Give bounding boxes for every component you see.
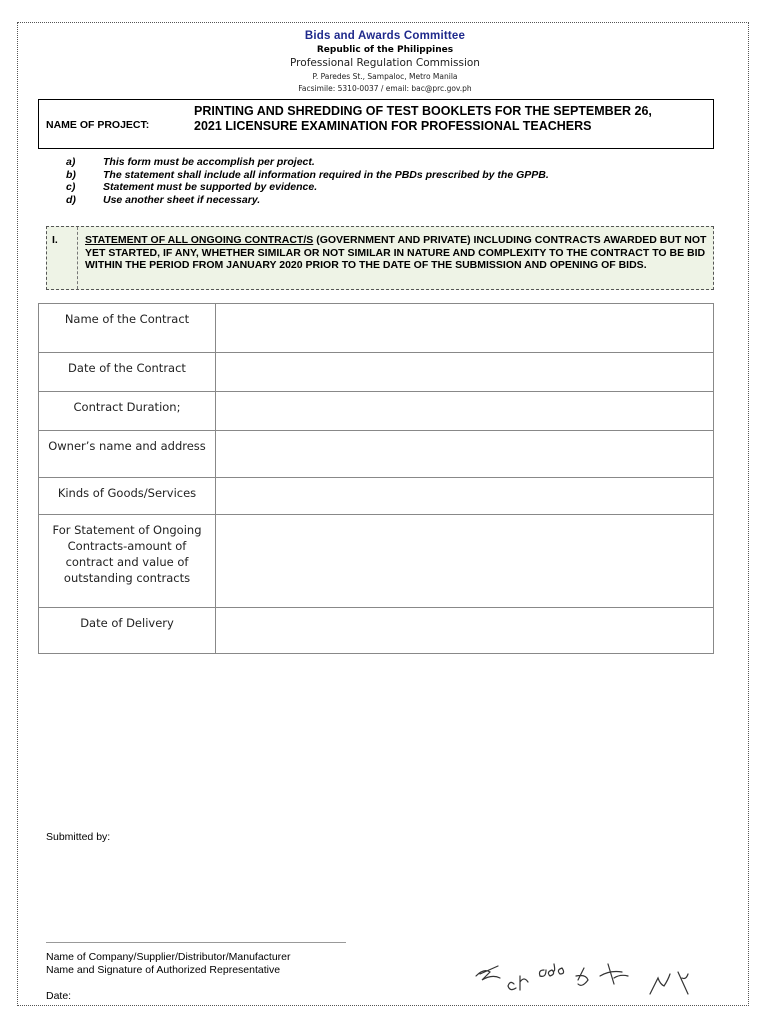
instruction-text: Use another sheet if necessary. xyxy=(103,193,261,206)
row-label xyxy=(39,353,216,392)
agency-contact: Facsimile: 5310-0037 / email: bac@prc.gov.ph xyxy=(298,84,472,93)
table-row xyxy=(39,392,714,431)
ongoing-contracts-amount-field[interactable] xyxy=(216,515,714,608)
table-row xyxy=(39,431,714,478)
table-row xyxy=(39,304,714,353)
project-label: NAME OF PROJECT: xyxy=(46,119,150,131)
project-box xyxy=(38,99,714,149)
instruction-letter: b) xyxy=(66,168,76,181)
instruction-item xyxy=(66,156,549,169)
contract-name-field[interactable] xyxy=(216,304,714,353)
row-label-text: Kinds of Goods/Services xyxy=(57,486,197,500)
instruction-text: This form must be accomplish per project. xyxy=(103,156,315,168)
instruction-letter: d) xyxy=(66,193,76,206)
row-label xyxy=(39,608,216,654)
project-title: PRINTING AND SHREDDING OF TEST BOOKLETS FOR THE SEPTEMBER 26, 2021 LICENSURE EXAMINATION FOR PROFESSIONAL TEACHERS xyxy=(194,104,652,133)
committee-title: Bids and Awards Committee xyxy=(304,30,466,42)
kinds-of-goods-field[interactable] xyxy=(216,478,714,515)
agency-address: P. Paredes St., Sampaloc, Metro Manila xyxy=(312,72,458,81)
contract-table xyxy=(38,303,714,654)
instruction-item xyxy=(66,169,549,182)
section-number: I. xyxy=(52,234,58,246)
signature-line[interactable] xyxy=(46,942,346,943)
agency-name: Professional Regulation Commission xyxy=(290,57,480,69)
instruction-letter: a) xyxy=(66,156,76,168)
row-label-text: Date of the Contract xyxy=(68,361,186,375)
table-row xyxy=(39,478,714,515)
submitted-by-label: Submitted by: xyxy=(46,831,111,843)
statement-text xyxy=(85,234,707,272)
row-label xyxy=(39,431,216,478)
company-name-label: Name of Company/Supplier/Distributor/Manufacturer xyxy=(46,951,291,963)
owner-name-address-field[interactable] xyxy=(216,431,714,478)
table-row xyxy=(39,608,714,654)
representative-label: Name and Signature of Authorized Representative xyxy=(46,964,281,976)
section-divider xyxy=(77,227,78,289)
instruction-item xyxy=(66,194,549,207)
row-label-text: Owner’s name and address xyxy=(48,439,206,453)
row-label xyxy=(39,392,216,431)
letterhead xyxy=(0,30,770,93)
row-label-text: Date of Delivery xyxy=(80,616,174,630)
instruction-item xyxy=(66,181,549,194)
row-label-text: Name of the Contract xyxy=(64,312,190,326)
instruction-letter: c) xyxy=(66,181,76,193)
row-label xyxy=(39,515,216,608)
contract-duration-field[interactable] xyxy=(216,392,714,431)
instruction-text: The statement shall include all information required in the PBDs prescribed by the GPPB. xyxy=(103,168,549,181)
date-label: Date: xyxy=(46,990,72,1002)
date-of-delivery-field[interactable] xyxy=(216,608,714,654)
statement-section xyxy=(46,226,714,290)
row-label-text: Contract Duration; xyxy=(73,400,181,414)
table-row xyxy=(39,353,714,392)
statement-body: (GOVERNMENT AND PRIVATE) INCLUDING CONTRACTS AWARDED BUT NOT YET STARTED, IF ANY, WHETHER SIMILAR OR NOT SIMILAR IN NATURE AND COMPLEXITY TO THE CONTRACT TO BE BID WITHIN THE PERIOD FROM JANUARY 2020 PRIOR TO THE DATE OF THE SUBMISSION AND OPENING OF BIDS. xyxy=(85,234,707,271)
instruction-text: Statement must be supported by evidence. xyxy=(103,181,318,193)
row-label-text: For Statement of Ongoing Contracts-amount of contract and value of outstanding contracts xyxy=(52,523,202,585)
row-label xyxy=(39,304,216,353)
statement-heading: STATEMENT OF ALL ONGOING CONTRACT/S xyxy=(85,234,314,246)
republic-line: Republic of the Philippines xyxy=(316,45,454,55)
row-label xyxy=(39,478,216,515)
instructions-list xyxy=(66,156,549,206)
handwritten-initials xyxy=(470,958,710,1008)
contract-date-field[interactable] xyxy=(216,353,714,392)
table-row xyxy=(39,515,714,608)
